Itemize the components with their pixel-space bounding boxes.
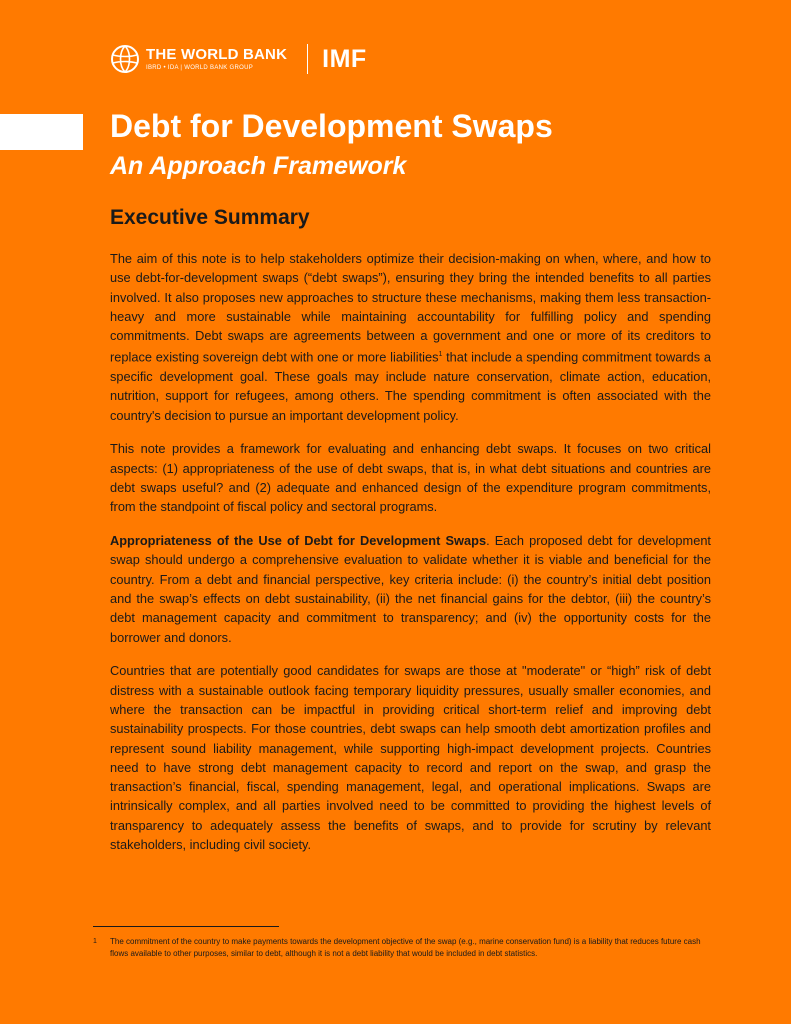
imf-logo: IMF — [322, 44, 367, 73]
paragraph-3-lead: Appropriateness of the Use of Debt for Development Swaps — [110, 533, 487, 549]
header-logos — [110, 44, 367, 74]
world-bank-wordmark — [146, 47, 287, 71]
world-bank-globe-icon — [110, 44, 140, 74]
paragraph-4: Countries that are potentially good candidates for swaps are those at "moderate" or “high” risk of debt distress with a sustainable outlook facing temporary liquidity pressures, usually smaller economies, and where the transaction can be impactful in providing critical short-term relief and improving debt sustainability prospects. For those countries, debt swaps can help smooth debt amortization profiles and represent sound liability management, while supporting high-impact development projects. Countries need to have strong debt management capacity to record and report on the swap, and grasp the transaction’s financial, fiscal, spending management, legal, and operational implications. Swaps are intrinsically complex, and all parties involved need to be committed to providing the highest levels of transparency to adequately assess the benefits of swaps, and to provide for scrutiny by relevant stakeholders, including civil society. — [110, 663, 711, 853]
paragraph-3-rest: . Each proposed debt for development swap should undergo a comprehensive evaluation to validate whether it is viable and beneficial for the country. From a debt and financial perspective, key criteria include: (i) the country’s initial debt position and the swap’s effects on debt sustainability, (ii) the net financial gains for the debtor, (iii) the country’s debt management capacity and commitment to transparency; and (iv) the opportunity costs for the borrower and donors. — [110, 533, 711, 645]
footnote-mark: 1 — [93, 938, 97, 945]
paragraph-2: This note provides a framework for evaluating and enhancing debt swaps. It focuses on two critical aspects: (1) appropriateness of the use of debt swaps, that is, in what debt situations and countries are debt swaps useful? and (2) adequate and enhanced design of the expenditure program commitments, from the standpoint of fiscal policy and sectoral programs. — [110, 441, 711, 515]
footnote — [93, 936, 705, 960]
executive-summary-body — [110, 249, 711, 869]
paragraph-1 — [110, 249, 711, 425]
world-bank-name: THE WORLD BANK — [146, 46, 288, 63]
footnote-reference[interactable]: 1 — [438, 351, 443, 359]
footnote-text: The commitment of the country to make payments towards the development objective of the swap (e.g., marine conservation fund) is a liability that reduces future cash flows available to other purposes, similar to debt, although it is not a debt liability that would be included in debt statistics. — [110, 937, 701, 958]
paragraph-1-part-a: The aim of this note is to help stakeholders optimize their decision-making on when, where, and how to use debt-for-development swaps (“debt swaps”), ensuring they bring the intended benefits to all parties involved. It also proposes new approaches to structure these mechanisms, making them less transaction-heavy and more sustainable while maintaining accountability for fulfilling policy and spending commitments. Debt swaps are agreements between a government and one or more of its creditors to replace existing sovereign debt with one or more liabilities — [110, 251, 711, 365]
page-subtitle: An Approach Framework — [110, 152, 407, 180]
world-bank-subtitle: IBRD • IDA | WORLD BANK GROUP — [146, 65, 254, 71]
logo-divider — [307, 44, 308, 74]
title-accent-bar — [0, 114, 83, 150]
section-heading: Executive Summary — [110, 206, 310, 229]
page-title: Debt for Development Swaps — [110, 108, 553, 144]
paragraph-3 — [110, 531, 711, 647]
footnote-divider — [93, 926, 279, 927]
paragraph-1-part-b: that include a spending commitment towards a specific development goal. These goals may include nature conservation, climate action, education, nutrition, support for refugees, among others. The spending commitment is often associated with the country's decision to pursue an important development policy. — [110, 349, 711, 423]
